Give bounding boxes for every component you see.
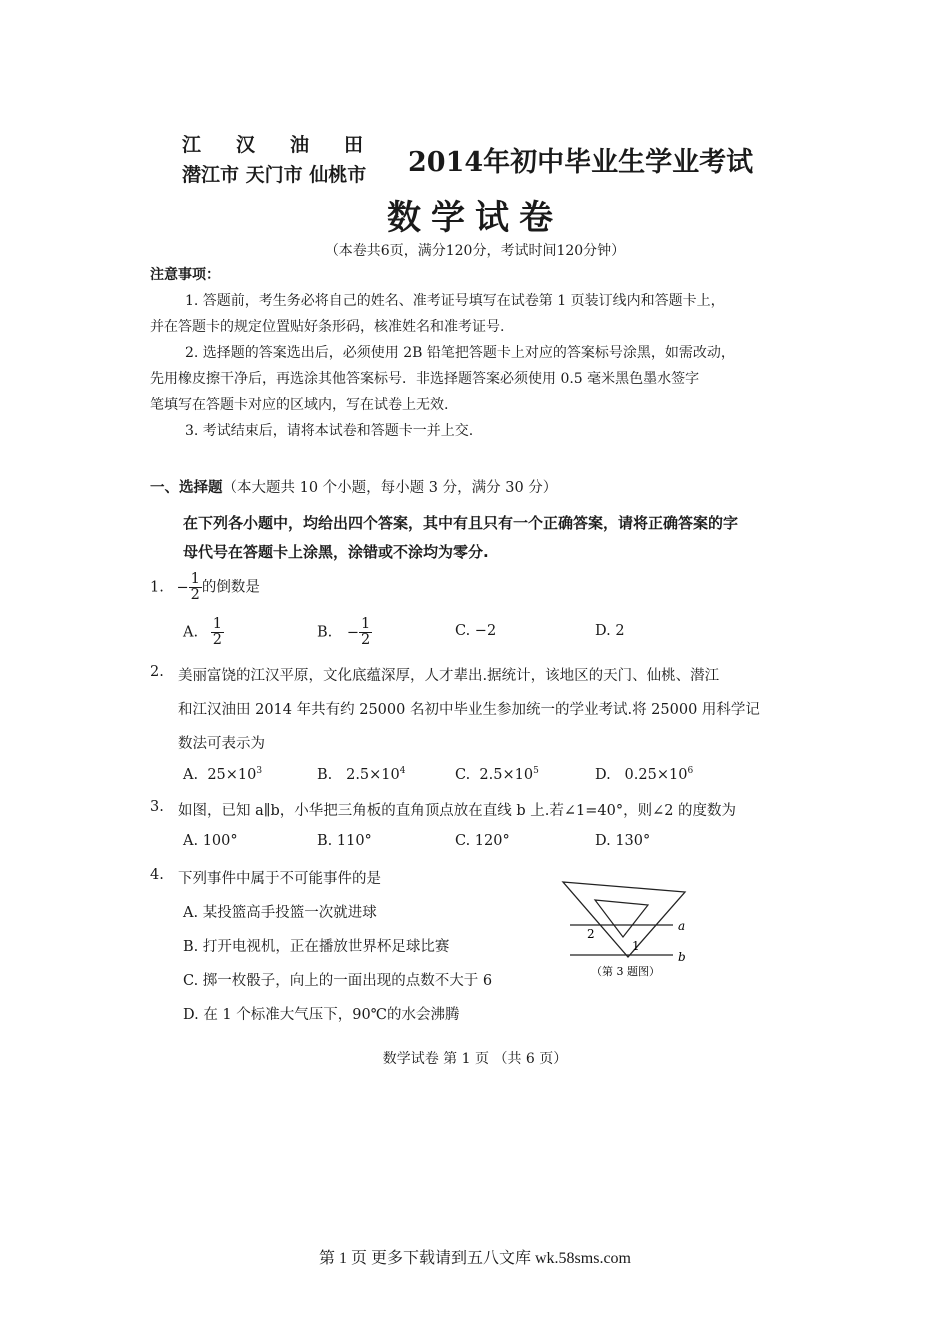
exam-info: （本卷共6页，满分120分，考试时间120分钟）: [324, 243, 626, 259]
option-value: 0.25×10: [624, 766, 688, 783]
question-1: [150, 572, 260, 603]
q3-option-a: A. 100°: [183, 833, 238, 849]
option-label: B.: [317, 624, 333, 641]
label-b: b: [678, 950, 686, 964]
instruction-line: 在下列各小题中，均给出四个答案，其中有且只有一个正确答案，请将正确答案的字: [183, 514, 739, 532]
region-char: 油: [290, 134, 310, 156]
label-a: a: [678, 919, 686, 933]
q3-option-d: D. 130°: [595, 833, 651, 849]
numerator: 1: [190, 571, 200, 587]
numerator: 1: [212, 616, 222, 632]
q4-option-a: A. 某投篮高手投篮一次就进球: [183, 905, 377, 921]
region-names: [182, 130, 366, 190]
instruction-line: 母代号在答题卡上涂黑，涂错或不涂均为零分.: [183, 543, 489, 561]
section-heading: [150, 476, 557, 497]
exam-title: 2014年初中毕业生学业考试: [408, 147, 754, 178]
notice-heading: 注意事项：: [150, 267, 220, 283]
question-text: 的倒数是: [201, 579, 260, 596]
question-number: 4.: [150, 867, 164, 883]
question-number: 1.: [150, 579, 164, 596]
section-title: 一、选择题: [150, 480, 223, 496]
notice-line: 3. 考试结束后，请将本试卷和答题卡一并上交.: [185, 423, 474, 439]
minus-sign: −: [346, 624, 360, 641]
notice-line: 2. 选择题的答案选出后，必须使用 2B 铅笔把答题卡上对应的答案标号涂黑，如需改动，: [185, 345, 735, 361]
q1-option-b: [317, 617, 372, 648]
inner-triangle: [595, 900, 648, 937]
q1-option-c: C. −2: [455, 623, 497, 639]
option-label: D.: [595, 766, 611, 783]
question-text: 如图，已知 a∥b，小华把三角板的直角顶点放在直线 b 上.若∠1=40°，则∠2 的度数为: [178, 803, 737, 819]
notice-line: 笔填写在答题卡对应的区域内，写在试卷上无效.: [150, 397, 449, 413]
q2-option-b: [317, 766, 406, 783]
fraction: [359, 617, 372, 648]
q2-option-d: [595, 766, 693, 783]
option-value: 2.5×10: [479, 766, 534, 783]
exponent: 3: [256, 766, 263, 776]
denominator: 2: [361, 632, 371, 649]
question-text: 美丽富饶的江汉平原，文化底蕴深厚，人才辈出.据统计，该地区的天门、仙桃、潜江: [178, 668, 720, 684]
option-label: C.: [455, 766, 471, 783]
denominator: 2: [212, 632, 222, 649]
fraction: [189, 572, 202, 603]
q2-option-c: [455, 766, 539, 783]
question-number: 2.: [150, 664, 164, 680]
q4-option-c: C. 掷一枚骰子，向上的一面出现的点数不大于 6: [183, 973, 493, 989]
region-line-1: [182, 130, 366, 160]
section-note: （本大题共 10 个小题，每小题 3 分，满分 30 分）: [222, 480, 558, 496]
region-char: 江: [182, 134, 202, 156]
outer-triangle: [563, 882, 685, 957]
option-label: A.: [183, 766, 199, 783]
angle-2-label: 2: [587, 927, 595, 941]
fraction: [211, 617, 224, 648]
figure-caption: （第 3 题图）: [591, 965, 660, 978]
exponent: 6: [687, 766, 694, 776]
page-footer: 数学试卷 第 1 页 （共 6 页）: [382, 1051, 568, 1067]
numerator: 1: [361, 616, 371, 632]
q3-option-b: B. 110°: [317, 833, 372, 849]
download-footer: 第 1 页 更多下载请到五八文库 wk.58sms.com: [318, 1250, 631, 1267]
region-char: 田: [344, 134, 364, 156]
denominator: 2: [190, 587, 200, 604]
exponent: 4: [399, 766, 406, 776]
option-label: B.: [317, 766, 333, 783]
minus-sign: −: [176, 579, 189, 596]
triangle-figure: [555, 875, 705, 980]
region-char: 汉: [236, 134, 256, 156]
exponent: 5: [533, 766, 539, 776]
question-text: 数法可表示为: [178, 736, 265, 752]
q4-option-d: D. 在 1 个标准大气压下，90℃的水会沸腾: [183, 1007, 460, 1023]
notice-line: 1. 答题前，考生务必将自己的姓名、准考证号填写在试卷第 1 页装订线内和答题卡上，: [185, 293, 725, 309]
angle-1-label: 1: [632, 939, 640, 953]
option-value: 2.5×10: [346, 766, 400, 783]
question-text: 下列事件中属于不可能事件的是: [178, 871, 381, 887]
q1-option-d: D. 2: [595, 623, 625, 639]
q3-option-c: C. 120°: [455, 833, 510, 849]
option-value: 25×10: [207, 766, 257, 783]
page-title: 数学试卷: [387, 198, 563, 238]
question-number: 3.: [150, 799, 164, 815]
question-text: 和江汉油田 2014 年共有约 25000 名初中毕业生参加统一的学业考试.将 25000 用科学记: [178, 702, 760, 718]
q1-option-a: [183, 617, 224, 648]
region-line-2: 潜江市 天门市 仙桃市: [182, 164, 367, 186]
q2-option-a: [183, 766, 262, 783]
notice-line: 并在答题卡的规定位置贴好条形码，核准姓名和准考证号.: [150, 319, 505, 335]
notice-line: 先用橡皮擦干净后，再选涂其他答案标号．非选择题答案必须使用 0.5 毫米黑色墨水签字: [150, 371, 700, 387]
q4-option-b: B. 打开电视机，正在播放世界杯足球比赛: [183, 939, 450, 955]
option-label: A.: [183, 624, 199, 641]
